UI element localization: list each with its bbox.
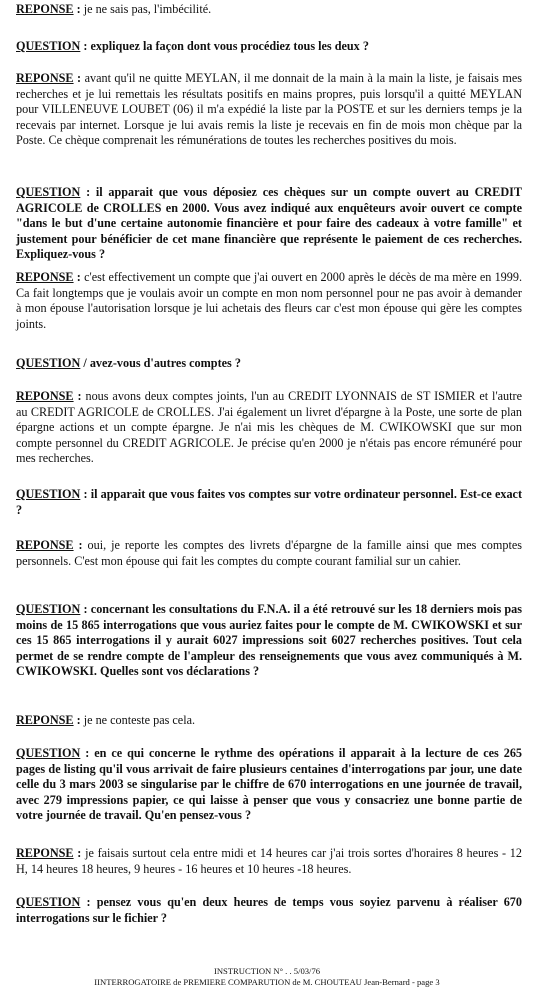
- separator: :: [80, 487, 91, 501]
- question-label: QUESTION: [16, 746, 81, 760]
- separator: :: [80, 746, 95, 760]
- question-block: [16, 39, 522, 55]
- reponse-text: je ne conteste pas cela.: [83, 713, 196, 727]
- question-label: QUESTION: [16, 895, 81, 909]
- reponse-label: REPONSE: [16, 713, 74, 727]
- reponse-text: avant qu'il ne quitte MEYLAN, il me donnait de la main à la main la liste, je faisais mes recherches et je lui remettais les résultats positifs en mains propres, puis lorsqu'il a quitté MEYLAN pour VILLENEUVE LOUBET (06) il m'a expédié la liste par la POSTE et sur les derniers temps je la recevais par internet. Lorsque je lui avais remis la liste je recevais en fin de mois mon chèque par la Poste. Ce chèque comprenait les rémunérations de toutes les recherches positives du mois.: [16, 71, 522, 148]
- question-label: QUESTION: [16, 356, 81, 370]
- separator: :: [80, 602, 91, 616]
- question-label: QUESTION: [16, 487, 81, 501]
- separator: :: [73, 2, 84, 16]
- separator: :: [80, 185, 96, 199]
- question-text: avez-vous d'autres comptes ?: [89, 356, 241, 370]
- reponse-label: REPONSE: [16, 846, 74, 860]
- question-label: QUESTION: [16, 39, 81, 53]
- separator: :: [73, 846, 86, 860]
- question-label: QUESTION: [16, 185, 81, 199]
- question-text: il apparait que vous faites vos comptes sur votre ordinateur personnel. Est-ce exact ?: [16, 487, 523, 517]
- reponse-label: REPONSE: [16, 538, 74, 552]
- reponse-block: [16, 389, 522, 467]
- reponse-block: [16, 538, 522, 569]
- separator: :: [73, 71, 85, 85]
- question-text: concernant les consultations du F.N.A. il a été retrouvé sur les 18 derniers mois pas moins de 15 865 interrogations que vous auriez faites pour le compte de M. CWIKOWSKI et sur ces 15 865 interrogations il y aurait 6027 impressions soit 6027 recherches positives. Tout cela permet de se rendre compte de l'ampleur des renseignements que vous avez communiqués à M. CWIKOWSKI. Quelles sont vos déclarations ?: [16, 602, 522, 679]
- reponse-label: REPONSE: [16, 270, 74, 284]
- reponse-label: REPONSE: [16, 71, 74, 85]
- reponse-block: [16, 2, 522, 18]
- reponse-block: [16, 713, 522, 729]
- question-text: expliquez la façon dont vous procédiez tous les deux ?: [90, 39, 369, 53]
- question-text: en ce qui concerne le rythme des opérations il apparait à la lecture de ces 265 pages de listing qu'il vous arrivait de faire plusieurs centaines d'interrogations par jour, une date celle du 3 mars 2003 se singularise par le chiffre de 670 interrogations en une journée de travail, avec 279 impressions papier, ce qui laisse à penser que vous y consacriez une bonne partie de votre journée de travail. Qu'en pensez-vous ?: [16, 746, 523, 823]
- reponse-label: REPONSE: [16, 389, 74, 403]
- reponse-text: nous avons deux comptes joints, l'un au CREDIT LYONNAIS de ST ISMIER et l'autre au CREDIT AGRICOLE de CROLLES. J'ai également un livret d'épargne à la Poste, une sorte de plan épargne actions et un compte épargne. Je n'ai mis les chèques de M. CWIKOWSKI que sur mon compte personnel du CREDIT AGRICOLE. Je précise qu'en 2000 je n'étais pas encore rémunéré pour mes recherches.: [16, 389, 522, 466]
- question-block: [16, 746, 522, 824]
- question-label: QUESTION: [16, 602, 81, 616]
- question-block: [16, 602, 522, 680]
- reponse-block: [16, 270, 522, 332]
- question-block: [16, 185, 522, 263]
- question-block: [16, 487, 522, 518]
- separator: /: [80, 356, 90, 370]
- question-block: [16, 895, 522, 926]
- footer-instruction-line: INSTRUCTION N° . . 5/03/76: [213, 966, 321, 976]
- reponse-block: [16, 846, 522, 877]
- reponse-text: je ne sais pas, l'imbécilité.: [83, 2, 212, 16]
- separator: :: [73, 389, 86, 403]
- reponse-label: REPONSE: [16, 2, 74, 16]
- question-text: il apparait que vous déposiez ces chèques sur un compte ouvert au CREDIT AGRICOLE de CROLLES en 2000. Vous avez indiqué aux enquêteurs avoir ouvert ce compte "dans le but d'une certaine autonomie financière et pour faire des cadeaux à votre famille" et justement pour bénéficier de cet mane financière que représente le paiement de ces recherches. Expliquez-vous ?: [16, 185, 522, 262]
- reponse-text: oui, je reporte les comptes des livrets d'épargne de la famille ainsi que mes comptes personnels. C'est mon épouse qui fait les comptes du compte courant familial sur un cahier.: [16, 538, 522, 568]
- separator: :: [80, 39, 91, 53]
- reponse-text: c'est effectivement un compte que j'ai ouvert en 2000 après le décès de ma mère en 1999. Ca fait longtemps que je voulais avoir un compte en mon nom personnel pour ne pas avoir à demander à mon épouse l'autorisation lorsque je lui achetais des fleurs car c'est mon épouse qui gère les comptes joints.: [16, 270, 522, 331]
- question-text: pensez vous qu'en deux heures de temps vous soyiez parvenu à réaliser 670 interrogations sur le fichier ?: [16, 895, 522, 925]
- separator: :: [80, 895, 97, 909]
- separator: :: [73, 538, 88, 552]
- reponse-block: [16, 71, 522, 149]
- separator: :: [73, 270, 85, 284]
- separator: :: [73, 713, 84, 727]
- footer-title-line: IINTERROGATOIRE de PREMIERE COMPARUTION de M. CHOUTEAU Jean-Bernard - page 3: [94, 977, 440, 987]
- question-block: [16, 356, 522, 372]
- reponse-text: je faisais surtout cela entre midi et 14 heures car j'ai trois sortes d'horaires 8 heures - 12 H, 14 heures 18 heures, 9 heures - 16 heures et 10 heures -18 heures.: [16, 846, 522, 876]
